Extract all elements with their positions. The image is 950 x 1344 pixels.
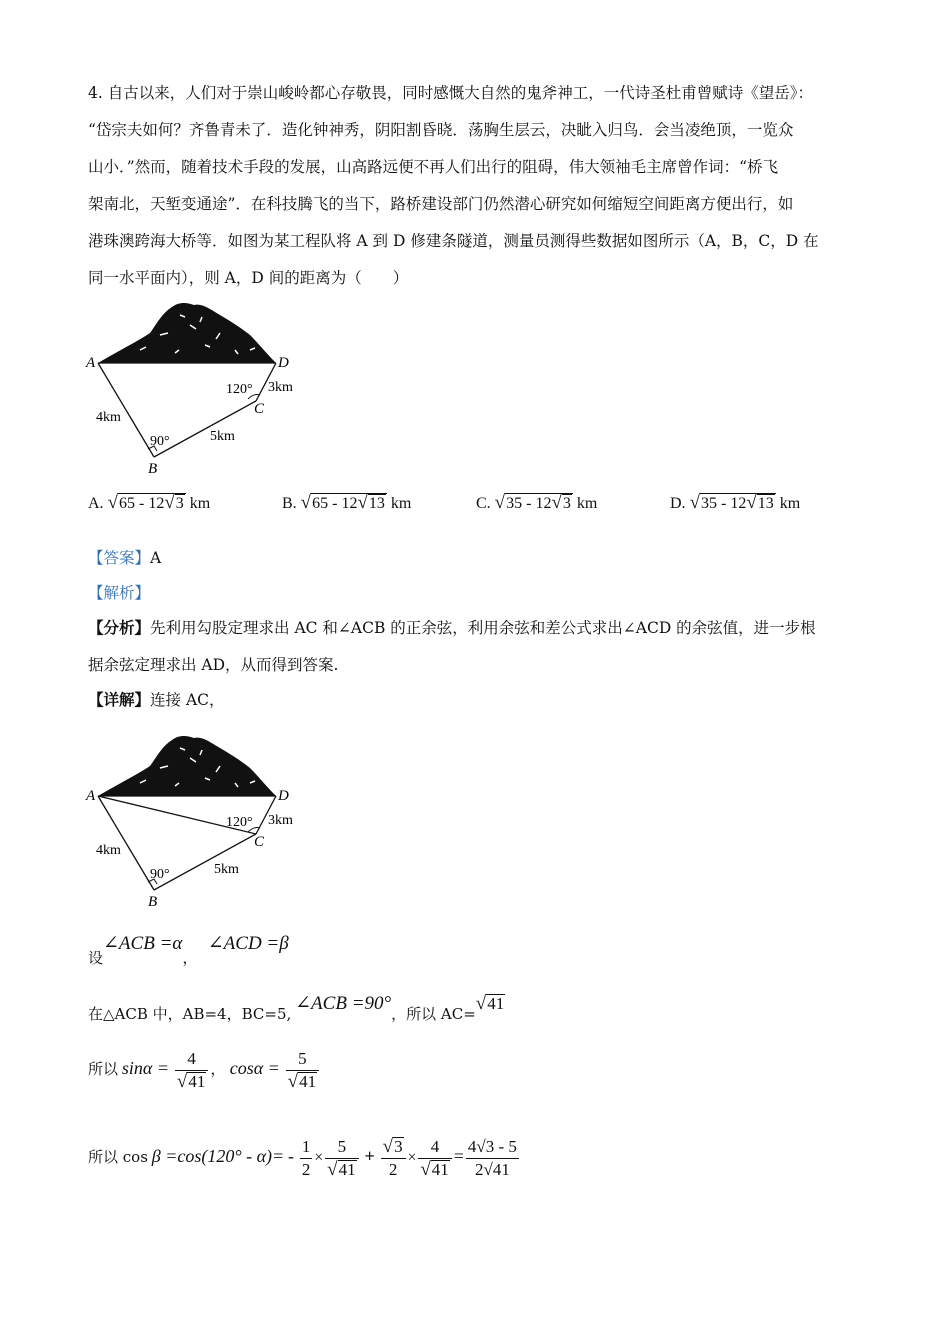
label-ab-2: 4km xyxy=(96,843,121,858)
question-line-6: 同一水平面内），则 A，D 间的距离为（ ） xyxy=(88,269,409,287)
triangle-acb-row: 在△ACB 中，AB=4，BC=5, ∠ACB =90°，所以 AC=√41 xyxy=(88,993,505,1023)
fenxi-line-2: 据余弦定理求出 AD，从而得到答案. xyxy=(88,656,339,674)
answer-value: A xyxy=(150,549,162,567)
label-c: C xyxy=(254,401,265,417)
option-c[interactable]: C. √35 - 12√3 km xyxy=(476,492,598,513)
label-cd: 3km xyxy=(268,380,293,395)
result-fraction: $\frac{4√3 - 5}{2√41}$ xyxy=(467,1137,517,1179)
label-angle-c-2: 120° xyxy=(226,815,253,830)
label-b: B xyxy=(148,461,158,477)
option-a[interactable]: A. √65 - 12√3 km xyxy=(88,492,211,513)
fenxi-line-1: 【分析】先利用勾股定理求出 AC 和∠ACB 的正余弦，利用余弦和差公式求出∠ACD 的余弦值，进一步根 xyxy=(88,618,816,637)
question-line-1: 4. 自古以来，人们对于崇山峻岭都心存敬畏，同时感慨大自然的鬼斧神工，一代诗圣杜甫曾赋诗《望岳》： xyxy=(88,84,813,102)
analysis-tag: 【解析】 xyxy=(88,584,151,602)
sin-fraction: $\frac{4}{√41}$ xyxy=(175,1048,208,1093)
question-line-5: 港珠澳跨海大桥等．如图为某工程队将 A 到 D 修建条隧道，测量员测得些数据如图所示（A，B，C，D 在 xyxy=(88,232,819,250)
answer-tag: 【答案】 xyxy=(88,549,151,567)
label-ab: 4km xyxy=(96,410,121,425)
label-cd-2: 3km xyxy=(268,813,293,828)
figure-tunnel-2 xyxy=(80,728,320,913)
detail-line: 【详解】连接 AC， xyxy=(88,690,225,709)
answer-line xyxy=(88,548,161,568)
cos-fraction: $\frac{5}{√41}$ xyxy=(286,1048,319,1093)
label-d: D xyxy=(278,355,289,371)
label-angle-b: 90° xyxy=(150,434,170,449)
label-angle-b-2: 90° xyxy=(150,867,170,882)
cos-beta-row: 所以 cos β =cos(120° - α)= - $\frac{1}{2}$ × $\frac{5}{√41}$ + $\frac{√3}{2}$ × $\frac{4}{√41}$ = $\frac{4√3 - 5}{2√41}$ xyxy=(88,1136,517,1180)
label-d-2: D xyxy=(278,788,289,804)
label-a: A xyxy=(86,355,96,371)
label-c-2: C xyxy=(254,834,265,850)
question-line-2: “岱宗夫如何？齐鲁青未了．造化钟神秀，阴阳割昏晓．荡胸生层云，决眦入归鸟．会当凌绝顶，一览众 xyxy=(88,121,794,139)
label-angle-c: 120° xyxy=(226,382,253,397)
label-bc-2: 5km xyxy=(214,862,239,877)
question-line-3: 山小．”然而，随着技术手段的发展，山高路远便不再人们出行的阻碍，伟大领袖毛主席曾作词：“桥飞 xyxy=(88,158,779,176)
option-d[interactable]: D. √35 - 12√13 km xyxy=(670,492,801,513)
mountain-shape-2 xyxy=(98,736,276,796)
set-angles-row: 设∠ACB =α， ∠ACD =β xyxy=(88,933,289,967)
label-b-2: B xyxy=(148,894,158,910)
label-a-2: A xyxy=(86,788,96,804)
mountain-shape xyxy=(98,303,276,363)
label-bc: 5km xyxy=(210,429,235,444)
option-b[interactable]: B. √65 - 12√13 km xyxy=(282,492,412,513)
sin-cos-row: 所以 sinα = $\frac{4}{√41}$ ， cosα = $\frac{5}{√41}$ xyxy=(88,1048,321,1093)
question-line-4: 架南北，天堑变通途”．在科技腾飞的当下，路桥建设部门仍然潜心研究如何缩短空间距离方便出行，如 xyxy=(88,195,794,213)
figure-tunnel-1 xyxy=(80,295,320,480)
